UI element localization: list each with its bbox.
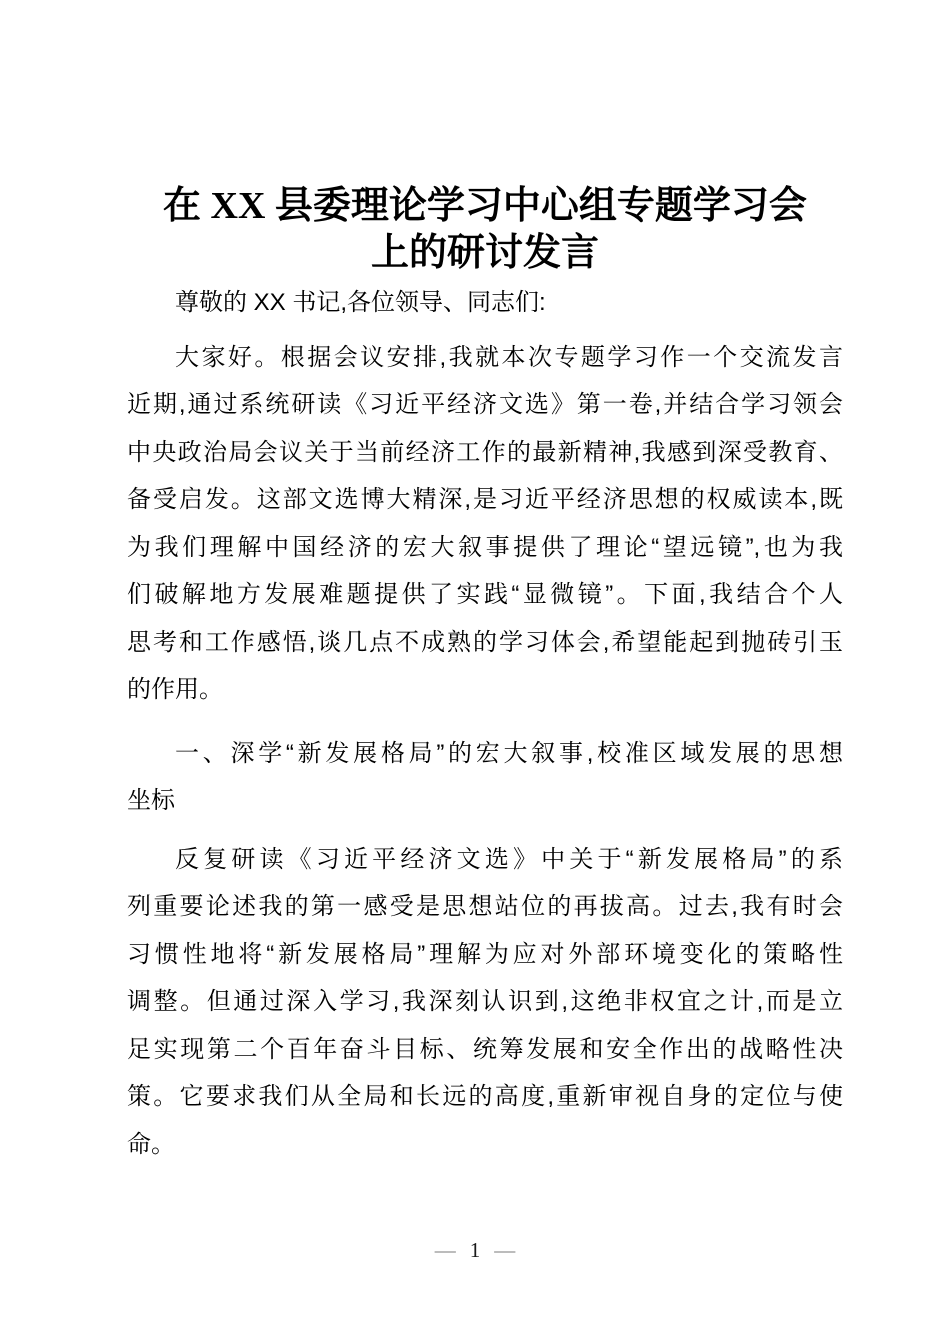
body-line: 足实现第二个百年奋斗目标、统筹发展和安全作出的战略性决 (127, 1035, 843, 1063)
body-line: 反复研读《习近平经济文选》中关于“新发展格局”的系 (175, 845, 843, 873)
document-title (127, 183, 843, 277)
footer-right-dash: — (494, 1238, 516, 1262)
body-line: 思考和工作感悟,谈几点不成熟的学习体会,希望能起到抛砖引玉 (127, 628, 843, 656)
body-line: 策。它要求我们从全局和长远的高度,重新审视自身的定位与使 (127, 1083, 843, 1110)
title-line-1: 在 XX 县委理论学习中心组专题学习会 (163, 185, 807, 227)
heading-line: 坐标 (127, 787, 175, 814)
page-footer (0, 1237, 950, 1263)
body-line: 调整。但通过深入学习,我深刻认识到,这绝非权宜之计,而是立 (127, 988, 843, 1015)
salutation-paragraph (127, 279, 843, 327)
body-line: 习惯性地将“新发展格局”理解为应对外部环境变化的策略性 (127, 940, 843, 968)
body-line: 备受启发。这部文选博大精深,是习近平经济思想的权威读本,既 (127, 486, 843, 513)
body-line: 们破解地方发展难题提供了实践“显微镜”。下面,我结合个人 (127, 581, 843, 608)
body-line: 近期,通过系统研读《习近平经济文选》第一卷,并结合学习领会 (127, 391, 843, 418)
heading-line: 一、深学“新发展格局”的宏大叙事,校准区域发展的思想 (175, 739, 843, 767)
body-line: 列重要论述我的第一感受是思想站位的再拔高。过去,我有时会 (127, 893, 843, 920)
title-line-2: 上的研讨发言 (370, 232, 599, 274)
body-line: 中央政治局会议关于当前经济工作的最新精神,我感到深受教育、 (127, 438, 843, 466)
body-line: 的作用。 (127, 676, 223, 703)
paragraph-1 (127, 334, 843, 714)
footer-left-dash: — (434, 1238, 456, 1262)
page-number: 1 (469, 1238, 481, 1262)
salutation-line: 尊敬的 XX 书记,各位领导、同志们: (175, 289, 546, 316)
body-line: 命。 (127, 1130, 175, 1158)
section-heading-1 (127, 730, 843, 825)
document-content (127, 183, 843, 1168)
body-line: 为我们理解中国经济的宏大叙事提供了理论“望远镜”,也为我 (127, 533, 843, 561)
paragraph-2 (127, 836, 843, 1169)
body-line: 大家好。根据会议安排,我就本次专题学习作一个交流发言 (175, 343, 843, 371)
